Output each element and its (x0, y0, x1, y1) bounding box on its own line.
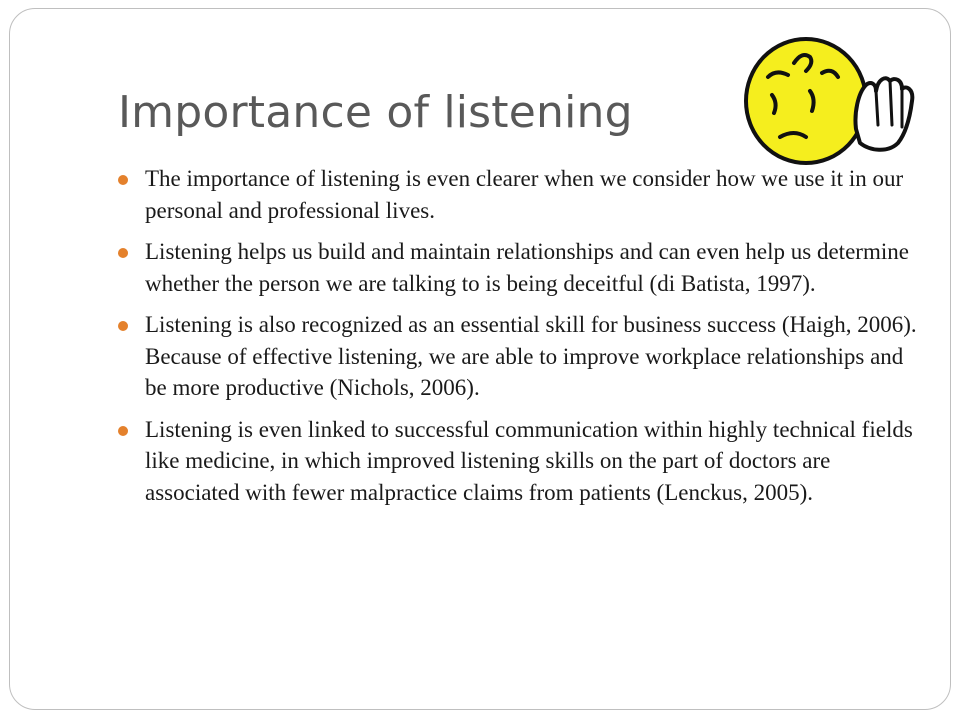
bullet-text: The importance of listening is even clearer when we consider how we use it in our personal and professional lives. (145, 166, 904, 223)
bullet-item (116, 414, 924, 509)
bullet-text: Listening is even linked to successful communication within highly technical fields like medicine, in which improved listening skills on the part of doctors are associated with fewer malpractice claims from patients (Lenckus, 2005). (145, 416, 913, 505)
bullet-marker-icon (118, 175, 128, 185)
bullet-text: Listening is also recognized as an essential skill for business success (Haigh, 2006). Because of effective listening, we are able to improve workplace relationships and be more productive (Nichols, 2006). (145, 312, 917, 400)
slide (9, 8, 951, 710)
listening-smiley-icon (738, 33, 920, 169)
bullet-item (116, 236, 924, 299)
bullet-list (116, 163, 924, 518)
bullet-item (116, 163, 924, 226)
bullet-marker-icon (118, 426, 128, 436)
bullet-marker-icon (118, 248, 128, 258)
bullet-item (116, 309, 924, 404)
bullet-marker-icon (118, 321, 128, 331)
bullet-text: Listening helps us build and maintain relationships and can even help us determine whether the person we are talking to is being deceitful (di Batista, 1997). (145, 239, 909, 296)
page-title: Importance of listening (118, 87, 633, 138)
